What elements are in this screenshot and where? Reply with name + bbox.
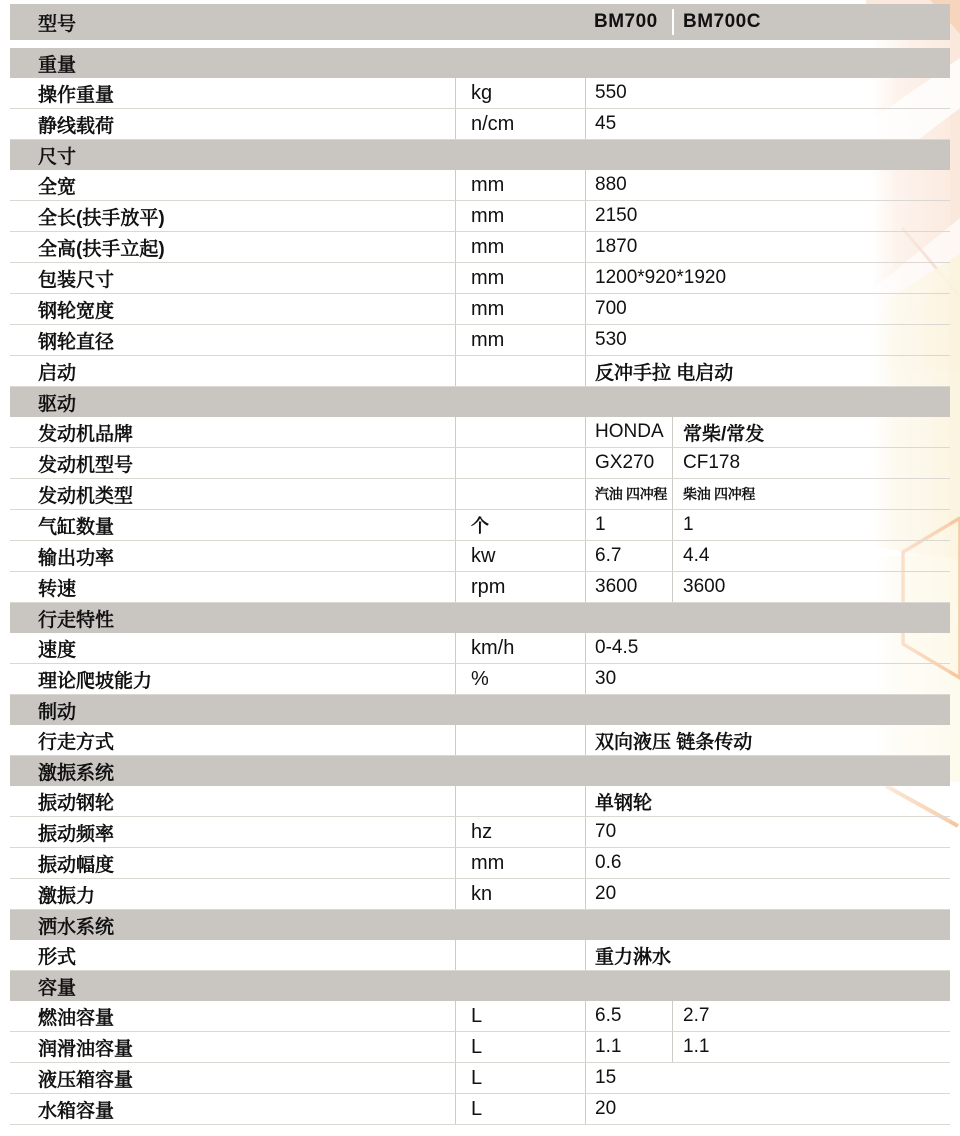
- spec-row: [10, 479, 950, 510]
- spec-row: [10, 201, 950, 232]
- spec-value: 重力淋水: [585, 940, 950, 970]
- spec-row: [10, 879, 950, 910]
- section-header: [10, 48, 950, 78]
- spec-value: 15: [585, 1063, 950, 1093]
- section-title: 洒水系统: [38, 916, 115, 938]
- section-title: 行走特性: [38, 609, 115, 631]
- spec-value-2: 1.1: [672, 1032, 950, 1062]
- spec-unit: mm: [455, 263, 585, 293]
- spec-label: 振动幅度: [38, 854, 115, 876]
- spec-label: 钢轮直径: [38, 331, 115, 353]
- spec-row: [10, 294, 950, 325]
- spec-row: [10, 510, 950, 541]
- spec-value: 1870: [585, 232, 950, 262]
- spec-value-2: 柴油 四冲程: [672, 479, 950, 509]
- spec-value-2: 3600: [672, 572, 950, 602]
- section-title: 容量: [38, 977, 77, 999]
- spec-label: 启动: [38, 362, 77, 384]
- spec-row: [10, 633, 950, 664]
- spec-row: [10, 170, 950, 201]
- spec-label: 操作重量: [38, 84, 115, 106]
- spec-row: [10, 448, 950, 479]
- spec-label: 转速: [38, 578, 77, 600]
- spec-label: 激振力: [38, 885, 96, 907]
- spec-unit: [455, 725, 585, 755]
- spec-value-1: 3600: [585, 572, 672, 602]
- spec-value: 530: [585, 325, 950, 355]
- spec-row: [10, 541, 950, 572]
- section-header: [10, 756, 950, 786]
- section-title: 激振系统: [38, 762, 115, 784]
- model-header-row: [10, 4, 950, 40]
- spec-unit: %: [455, 664, 585, 694]
- spec-row: [10, 232, 950, 263]
- spec-row: [10, 263, 950, 294]
- spec-label: 发动机类型: [38, 485, 134, 507]
- spec-unit: L: [455, 1032, 585, 1062]
- spec-value: 70: [585, 817, 950, 847]
- spec-label: 水箱容量: [38, 1100, 115, 1122]
- spec-value: 0-4.5: [585, 633, 950, 663]
- spec-row: [10, 1063, 950, 1094]
- spec-label: 液压箱容量: [38, 1069, 134, 1091]
- spec-row: [10, 417, 950, 448]
- section-header: [10, 971, 950, 1001]
- spec-unit: hz: [455, 817, 585, 847]
- spec-value: 20: [585, 879, 950, 909]
- spec-value: 550: [585, 78, 950, 108]
- spec-unit: rpm: [455, 572, 585, 602]
- spec-value-2: 1: [672, 510, 950, 540]
- spec-value-2: 2.7: [672, 1001, 950, 1031]
- model-row-spacer: [455, 4, 585, 40]
- spec-unit: kn: [455, 879, 585, 909]
- spec-unit: mm: [455, 201, 585, 231]
- header-gap: [10, 40, 950, 48]
- spec-unit: n/cm: [455, 109, 585, 139]
- section-header: [10, 910, 950, 940]
- spec-value-1: HONDA: [585, 417, 672, 447]
- spec-table: [10, 4, 950, 1125]
- spec-table-body: [10, 48, 950, 1125]
- spec-row: [10, 1001, 950, 1032]
- spec-row: [10, 78, 950, 109]
- section-header: [10, 695, 950, 725]
- section-header: [10, 140, 950, 170]
- spec-value: 700: [585, 294, 950, 324]
- spec-label: 行走方式: [38, 731, 115, 753]
- spec-unit: km/h: [455, 633, 585, 663]
- spec-unit: [455, 479, 585, 509]
- spec-value-1: 1.1: [585, 1032, 672, 1062]
- spec-row: [10, 1094, 950, 1125]
- section-title: 重量: [38, 54, 77, 76]
- spec-unit: kw: [455, 541, 585, 571]
- spec-value: 2150: [585, 201, 950, 231]
- spec-value: 双向液压 链条传动: [585, 725, 950, 755]
- model-name-bm700: BM700: [594, 11, 658, 32]
- spec-unit: L: [455, 1094, 585, 1124]
- spec-value: 20: [585, 1094, 950, 1124]
- spec-label: 气缸数量: [38, 516, 115, 538]
- spec-value-1: GX270: [585, 448, 672, 478]
- spec-label: 发动机型号: [38, 454, 134, 476]
- spec-label: 静线载荷: [38, 115, 115, 137]
- spec-value-2: 4.4: [672, 541, 950, 571]
- spec-unit: mm: [455, 170, 585, 200]
- spec-row: [10, 725, 950, 756]
- spec-unit: kg: [455, 78, 585, 108]
- model-row-label: 型号: [38, 13, 77, 35]
- spec-value-1: 6.7: [585, 541, 672, 571]
- spec-value: 单钢轮: [585, 786, 950, 816]
- spec-label: 振动频率: [38, 823, 115, 845]
- spec-label: 全宽: [38, 176, 77, 198]
- spec-unit: 个: [455, 510, 585, 540]
- spec-row: [10, 940, 950, 971]
- spec-row: [10, 817, 950, 848]
- section-header: [10, 603, 950, 633]
- spec-value-1: 6.5: [585, 1001, 672, 1031]
- spec-label: 输出功率: [38, 547, 115, 569]
- spec-unit: mm: [455, 232, 585, 262]
- spec-value: 45: [585, 109, 950, 139]
- model-name-bm700c: BM700C: [672, 9, 950, 35]
- spec-label: 钢轮宽度: [38, 300, 115, 322]
- spec-value: 30: [585, 664, 950, 694]
- spec-row: [10, 325, 950, 356]
- spec-value: 880: [585, 170, 950, 200]
- spec-row: [10, 572, 950, 603]
- spec-label: 全高(扶手立起): [38, 238, 165, 260]
- spec-unit: mm: [455, 848, 585, 878]
- spec-label: 全长(扶手放平): [38, 207, 165, 229]
- spec-value-1: 1: [585, 510, 672, 540]
- section-title: 制动: [38, 701, 77, 723]
- spec-label: 理论爬坡能力: [38, 670, 153, 692]
- spec-unit: [455, 356, 585, 386]
- spec-row: [10, 356, 950, 387]
- spec-unit: [455, 786, 585, 816]
- spec-row: [10, 786, 950, 817]
- spec-label: 形式: [38, 946, 77, 968]
- spec-unit: [455, 448, 585, 478]
- spec-unit: L: [455, 1063, 585, 1093]
- spec-unit: L: [455, 1001, 585, 1031]
- spec-unit: [455, 417, 585, 447]
- section-header: [10, 387, 950, 417]
- spec-label: 润滑油容量: [38, 1038, 134, 1060]
- spec-row: [10, 1032, 950, 1063]
- spec-row: [10, 109, 950, 140]
- spec-value: 反冲手拉 电启动: [585, 356, 950, 386]
- spec-label: 包装尺寸: [38, 269, 115, 291]
- section-title: 尺寸: [38, 146, 77, 168]
- spec-value-1: 汽油 四冲程: [585, 479, 672, 509]
- spec-unit: mm: [455, 325, 585, 355]
- spec-label: 速度: [38, 639, 77, 661]
- spec-unit: mm: [455, 294, 585, 324]
- spec-row: [10, 664, 950, 695]
- section-title: 驱动: [38, 393, 77, 415]
- spec-unit: [455, 940, 585, 970]
- spec-value: 1200*920*1920: [585, 263, 950, 293]
- spec-row: [10, 848, 950, 879]
- spec-value: 0.6: [585, 848, 950, 878]
- spec-value-2: 常柴/常发: [672, 417, 950, 447]
- spec-label: 振动钢轮: [38, 792, 115, 814]
- spec-value-2: CF178: [672, 448, 950, 478]
- spec-label: 燃油容量: [38, 1007, 115, 1029]
- spec-label: 发动机品牌: [38, 423, 134, 445]
